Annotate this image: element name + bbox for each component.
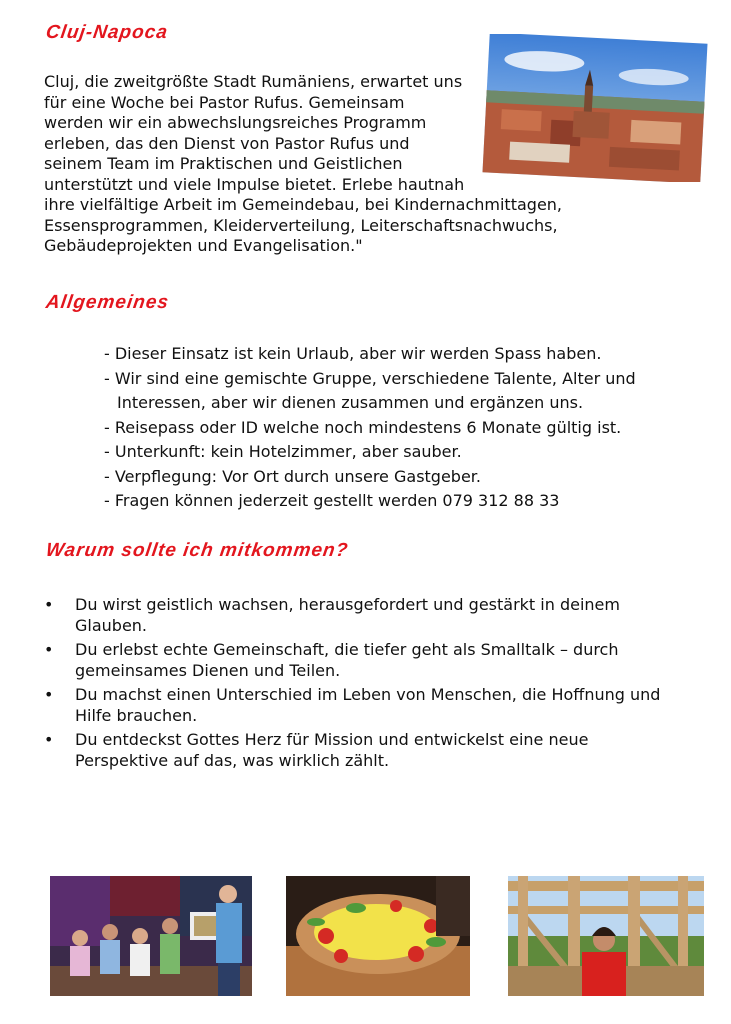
list-item-text: Du machst einen Unterschied im Leben von Menschen, die Hoffnung und Hilfe brauchen. — [75, 685, 661, 725]
heading-cluj-napoca: Cluj-Napoca — [44, 22, 170, 43]
list-item-text: Du wirst geistlich wachsen, herausgefordert und gestärkt in deinem Glauben. — [75, 595, 620, 635]
general-list — [104, 342, 704, 514]
list-item: - Unterkunft: kein Hotelzimmer, aber sauber. — [104, 442, 462, 461]
intro-paragraph — [44, 72, 704, 257]
list-item: - Fragen können jederzeit gestellt werden 079 312 88 33 — [104, 491, 560, 510]
bullet-icon: • — [44, 640, 54, 659]
list-item: - Verpflegung: Vor Ort durch unsere Gastgeber. — [104, 466, 481, 486]
list-item-text: Du entdeckst Gottes Herz für Mission und entwickelst eine neue Perspektive auf das, was wirklich zählt. — [75, 730, 589, 770]
city-photo — [482, 34, 708, 182]
children-group-photo — [50, 876, 252, 996]
list-item: - Reisepass oder ID welche noch mindestens 6 Monate gültig ist. — [104, 417, 622, 437]
reasons-list — [44, 595, 684, 775]
list-item — [44, 730, 684, 771]
construction-site-photo — [508, 876, 704, 996]
bullet-icon: • — [44, 730, 54, 749]
list-item — [44, 595, 684, 636]
list-item: - Dieser Einsatz ist kein Urlaub, aber wir werden Spass haben. — [104, 344, 602, 363]
heading-allgemeines: Allgemeines — [44, 292, 171, 313]
food-platter-photo — [286, 876, 470, 996]
bullet-icon: • — [44, 685, 54, 704]
list-item: - Wir sind eine gemischte Gruppe, verschiedene Talente, Alter und Interessen, aber wir dienen zusammen und ergänzen uns. — [104, 368, 636, 412]
heading-warum-mitkommen: Warum sollte ich mitkommen? — [44, 540, 350, 561]
list-item — [44, 685, 684, 726]
list-item — [44, 640, 684, 681]
bullet-icon: • — [44, 595, 54, 614]
intro-text: Cluj, die zweitgrößte Stadt Rumäniens, erwartet uns für eine Woche bei Pastor Rufus. Gemeinsam werden wir ein abwechslungsreiches Programm erleben, das den Dienst von Pastor Rufus und seinem Team im Praktischen und Geistlichen unterstützt und viele Impulse bietet. Erlebe hautnah ihre vielfältige Arbeit im Gemeindebau, bei Kindernachmittagen, Essensprogrammen, Kleiderverteilung, Leiterschaftsnachwuchs, Gebäudeprojekten und Evangelisation." — [44, 72, 563, 255]
list-item-text: Du erlebst echte Gemeinschaft, die tiefer geht als Smalltalk – durch gemeinsames Dienen und Teilen. — [75, 640, 619, 680]
